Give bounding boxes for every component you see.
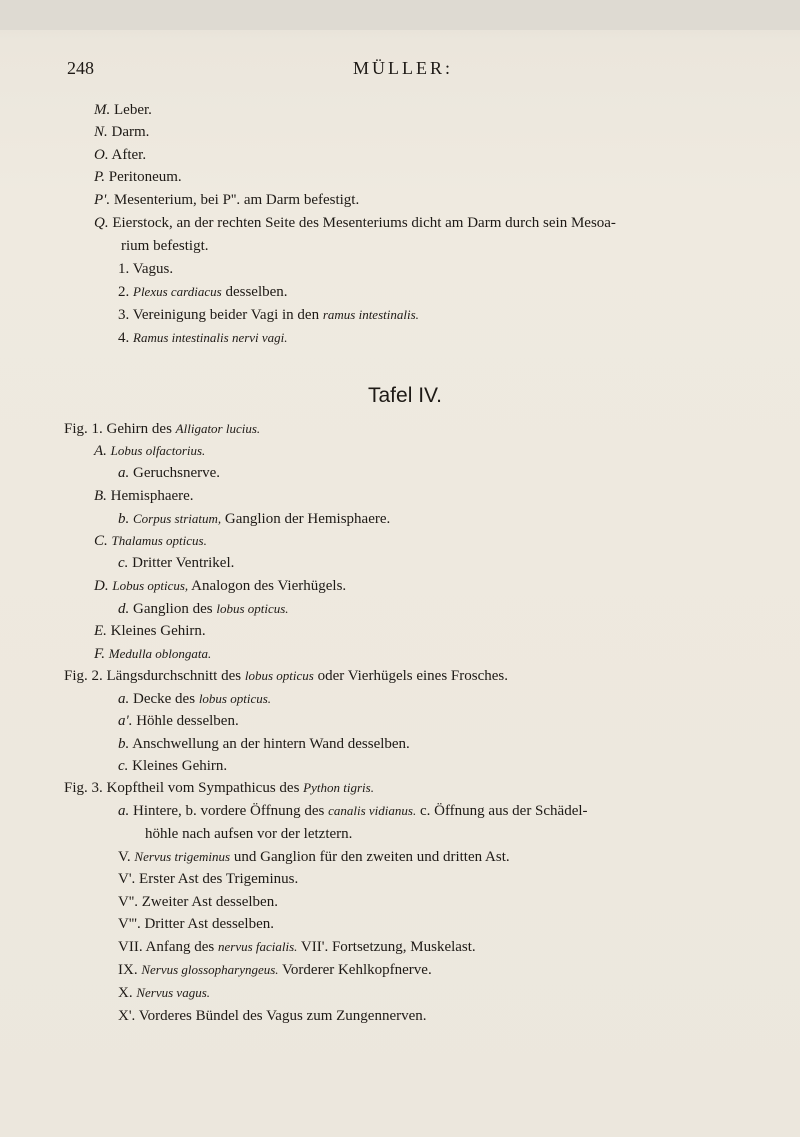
list-item: Fig. 2. Längsdurchschnitt des lobus opticus oder Vierhügels eines Frosches.: [64, 668, 509, 684]
list-item: höhle nach aufsen vor der letztern.: [145, 826, 353, 842]
running-head: MÜLLER:: [353, 58, 453, 78]
list-item: Fig. 3. Kopftheil vom Sympathicus des Python tigris.: [64, 780, 374, 796]
list-item: M. Leber.: [94, 102, 152, 118]
list-item: IX. Nervus glossopharyngeus. Vorderer Kehlkopfnerve.: [118, 962, 432, 978]
list-item: D. Lobus opticus, Analogon des Vierhügels.: [94, 578, 347, 594]
list-item: Fig. 1. Gehirn des Alligator lucius.: [64, 421, 261, 437]
plate-heading: Tafel IV.: [368, 384, 442, 407]
list-item: V. Nervus trigeminus und Ganglion für den zweiten und dritten Ast.: [118, 849, 510, 865]
list-item: X. Nervus vagus.: [118, 985, 211, 1001]
list-item: a. Hintere, b. vordere Öffnung des canalis vidianus. c. Öffnung aus der Schädel-: [118, 803, 588, 819]
list-item: 4. Ramus intestinalis nervi vagi.: [118, 330, 288, 346]
list-item: 2. Plexus cardiacus desselben.: [118, 284, 288, 300]
list-item: VII. Anfang des nervus facialis. VII'. Fortsetzung, Muskelast.: [118, 939, 476, 955]
page-number: 248: [67, 58, 94, 78]
list-item: d. Ganglion des lobus opticus.: [118, 601, 289, 617]
list-item: C. Thalamus opticus.: [94, 533, 207, 549]
list-item: P'. Mesenterium, bei P''. am Darm befestigt.: [94, 192, 360, 208]
list-item: a. Geruchsnerve.: [118, 465, 221, 481]
list-item: 3. Vereinigung beider Vagi in den ramus intestinalis.: [118, 307, 419, 323]
list-item: V'. Erster Ast des Trigeminus.: [118, 871, 299, 887]
list-item: V''. Zweiter Ast desselben.: [118, 894, 278, 910]
list-item: c. Kleines Gehirn.: [118, 758, 228, 774]
list-item: 1. Vagus.: [118, 261, 174, 277]
list-item: b. Anschwellung an der hintern Wand desselben.: [118, 736, 410, 752]
list-item: X'. Vorderes Bündel des Vagus zum Zungennerven.: [118, 1008, 427, 1024]
list-item: b. Corpus striatum, Ganglion der Hemisphaere.: [118, 511, 391, 527]
list-item: c. Dritter Ventrikel.: [118, 555, 235, 571]
list-item: a'. Höhle desselben.: [118, 713, 239, 729]
list-item: V'''. Dritter Ast desselben.: [118, 916, 275, 932]
list-item: rium befestigt.: [121, 238, 209, 254]
list-item: P. Peritoneum.: [94, 169, 182, 185]
list-item: E. Kleines Gehirn.: [94, 623, 206, 639]
list-item: A. Lobus olfactorius.: [94, 443, 206, 459]
list-item: a. Decke des lobus opticus.: [118, 691, 272, 707]
list-item: N. Darm.: [94, 124, 150, 140]
list-item: B. Hemisphaere.: [94, 488, 194, 504]
list-item: O. After.: [94, 147, 147, 163]
page-edge: [0, 0, 800, 30]
list-item: F. Medulla oblongata.: [94, 646, 212, 662]
list-item: Q. Eierstock, an der rechten Seite des Mesenteriums dicht am Darm durch sein Mesoa-: [94, 215, 616, 231]
